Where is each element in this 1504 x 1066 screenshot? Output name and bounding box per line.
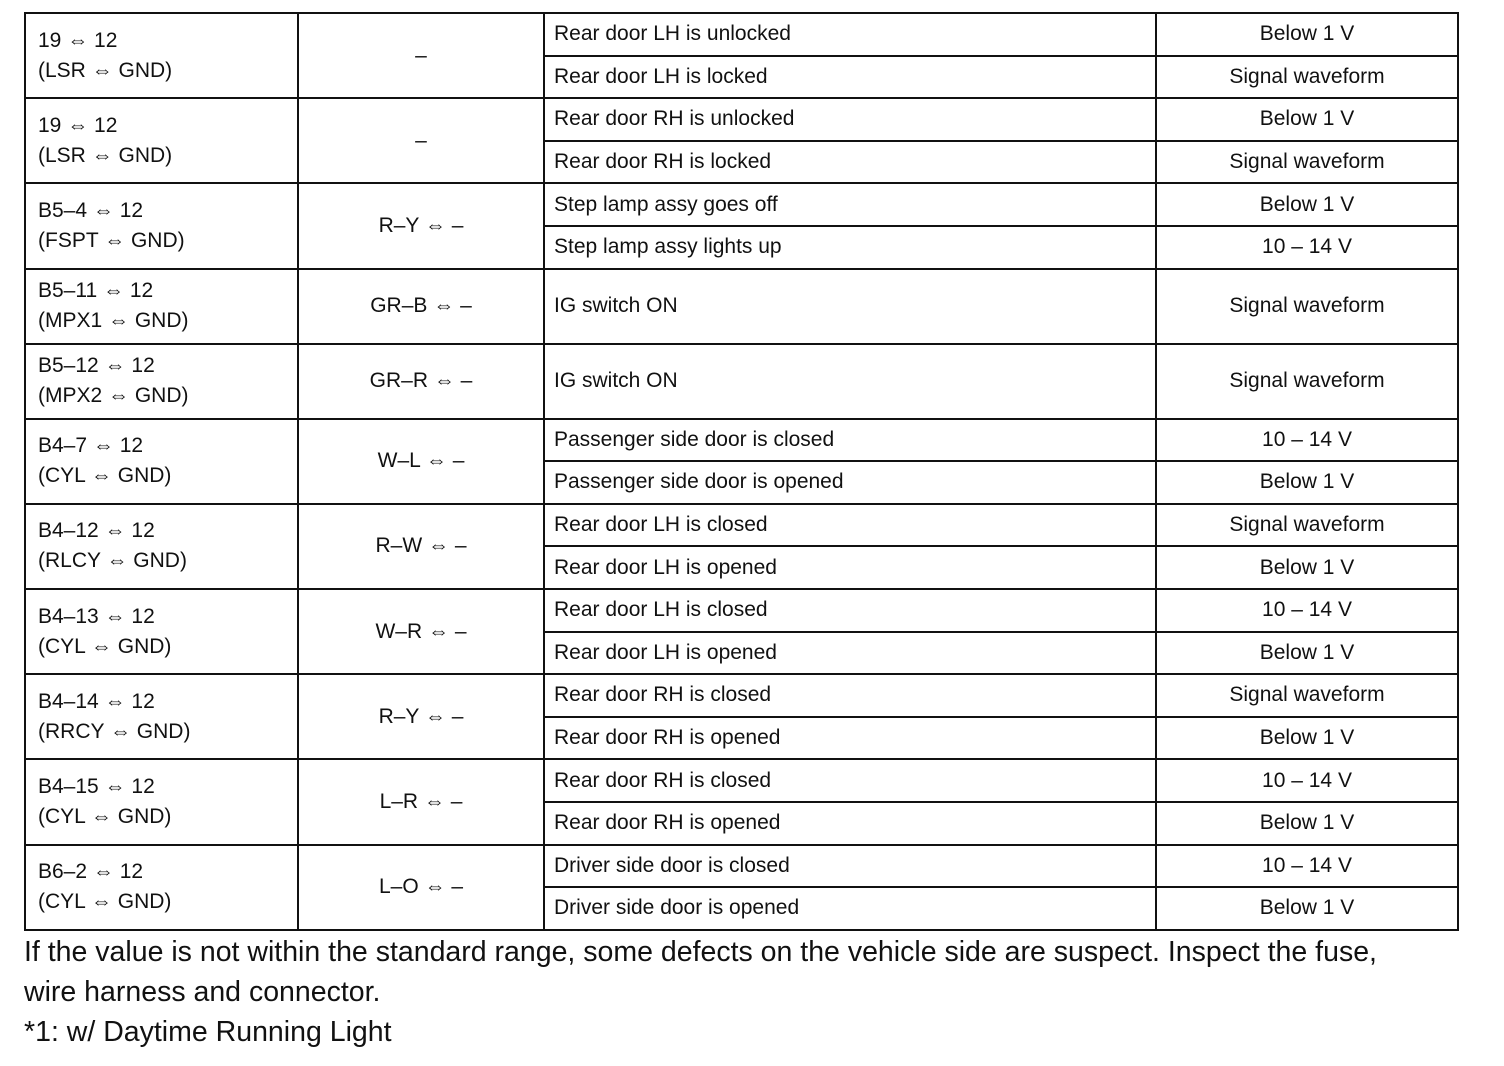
terminal-cell (25, 269, 298, 344)
terminal-cell (25, 98, 298, 183)
terminal-cell (25, 845, 298, 930)
wiring-color-cell: – (298, 98, 544, 183)
condition-cell: Passenger side door is closed (544, 419, 1156, 462)
terminal-line: (CYL ⇔ GND) (38, 464, 172, 488)
specified-condition-cell: 10 – 14 V (1156, 759, 1458, 802)
note-line-2: wire harness and connector. (24, 976, 381, 1008)
terminal-line: (MPX1 ⇔ GND) (38, 309, 189, 333)
specified-condition-cell: Below 1 V (1156, 802, 1458, 845)
specified-condition-cell: Signal waveform (1156, 504, 1458, 547)
condition-cell: Rear door LH is opened (544, 546, 1156, 589)
condition-cell: Driver side door is closed (544, 845, 1156, 888)
specified-condition-cell: 10 – 14 V (1156, 226, 1458, 269)
wiring-color-cell: R–W ⇔ – (298, 504, 544, 589)
terminal-line: (FSPT ⇔ GND) (38, 228, 185, 252)
specified-condition-cell: 10 – 14 V (1156, 419, 1458, 462)
terminal-line: B5–4 ⇔ 12 (38, 198, 144, 222)
specified-condition-cell: Signal waveform (1156, 269, 1458, 344)
specified-condition-cell: Below 1 V (1156, 546, 1458, 589)
specified-condition-cell: Below 1 V (1156, 461, 1458, 504)
terminal-line: B5–11 ⇔ 12 (38, 279, 154, 303)
wiring-color-cell: GR–R ⇔ – (298, 344, 544, 419)
terminal-line: 19 ⇔ 12 (38, 28, 118, 52)
specified-condition-cell: 10 – 14 V (1156, 589, 1458, 632)
terminal-line: B4–14 ⇔ 12 (38, 689, 155, 713)
condition-cell: Rear door LH is unlocked (544, 13, 1156, 56)
terminal-line: 19 ⇔ 12 (38, 113, 118, 137)
notes (24, 932, 1484, 1052)
specified-condition-cell: 10 – 14 V (1156, 845, 1458, 888)
specified-condition-cell: Below 1 V (1156, 98, 1458, 141)
terminal-line: B4–7 ⇔ 12 (38, 434, 144, 458)
condition-cell: Rear door LH is closed (544, 589, 1156, 632)
terminal-cell (25, 674, 298, 759)
condition-cell: Rear door RH is closed (544, 759, 1156, 802)
wiring-color-cell: L–O ⇔ – (298, 845, 544, 930)
terminal-cell (25, 419, 298, 504)
terminal-line: (MPX2 ⇔ GND) (38, 384, 189, 408)
terminal-cell (25, 504, 298, 589)
specified-condition-cell: Below 1 V (1156, 717, 1458, 760)
condition-cell: Rear door RH is opened (544, 717, 1156, 760)
terminal-line: (CYL ⇔ GND) (38, 890, 172, 914)
terminal-cell (25, 13, 298, 98)
condition-cell: Rear door RH is unlocked (544, 98, 1156, 141)
terminal-cell (25, 183, 298, 268)
terminal-spec-table (24, 12, 1459, 931)
terminal-line: (LSR ⇔ GND) (38, 58, 173, 82)
specified-condition-cell: Signal waveform (1156, 56, 1458, 99)
terminal-line: B4–15 ⇔ 12 (38, 774, 155, 798)
wiring-color-cell: GR–B ⇔ – (298, 269, 544, 344)
condition-cell: Rear door RH is closed (544, 674, 1156, 717)
condition-cell: Rear door LH is opened (544, 632, 1156, 675)
terminal-cell (25, 759, 298, 844)
wiring-color-cell: W–L ⇔ – (298, 419, 544, 504)
condition-cell: IG switch ON (544, 344, 1156, 419)
table-row (25, 13, 1458, 56)
condition-cell: Step lamp assy goes off (544, 183, 1156, 226)
terminal-line: (LSR ⇔ GND) (38, 143, 173, 167)
table-row (25, 674, 1458, 717)
condition-cell: Rear door RH is opened (544, 802, 1156, 845)
terminal-cell (25, 589, 298, 674)
note-line-1: If the value is not within the standard range, some defects on the vehicle side are suspect. Inspect the fuse, (24, 936, 1377, 968)
table-row (25, 845, 1458, 888)
condition-cell: Rear door LH is locked (544, 56, 1156, 99)
table-row (25, 419, 1458, 462)
specified-condition-cell: Below 1 V (1156, 887, 1458, 930)
specified-condition-cell: Signal waveform (1156, 674, 1458, 717)
table-row (25, 504, 1458, 547)
terminal-line: (CYL ⇔ GND) (38, 634, 172, 658)
condition-cell: Step lamp assy lights up (544, 226, 1156, 269)
wiring-color-cell: R–Y ⇔ – (298, 674, 544, 759)
wiring-color-cell: L–R ⇔ – (298, 759, 544, 844)
terminal-line: B5–12 ⇔ 12 (38, 354, 155, 378)
terminal-line: (RRCY ⇔ GND) (38, 719, 191, 743)
terminal-cell (25, 344, 298, 419)
table-row (25, 759, 1458, 802)
condition-cell: Passenger side door is opened (544, 461, 1156, 504)
condition-cell: IG switch ON (544, 269, 1156, 344)
terminal-line: B6–2 ⇔ 12 (38, 860, 144, 884)
condition-cell: Rear door LH is closed (544, 504, 1156, 547)
table-row (25, 269, 1458, 344)
terminal-line: B4–13 ⇔ 12 (38, 604, 155, 628)
condition-cell: Rear door RH is locked (544, 141, 1156, 184)
specified-condition-cell: Below 1 V (1156, 632, 1458, 675)
specified-condition-cell: Signal waveform (1156, 344, 1458, 419)
terminal-line: (CYL ⇔ GND) (38, 804, 172, 828)
specified-condition-cell: Signal waveform (1156, 141, 1458, 184)
terminal-line: B4–12 ⇔ 12 (38, 519, 155, 543)
wiring-color-cell: W–R ⇔ – (298, 589, 544, 674)
table-body (25, 13, 1458, 930)
terminal-line: (RLCY ⇔ GND) (38, 549, 187, 573)
note-line-3: *1: w/ Daytime Running Light (24, 1016, 392, 1048)
table-row (25, 344, 1458, 419)
table-row (25, 98, 1458, 141)
wiring-color-cell: R–Y ⇔ – (298, 183, 544, 268)
wiring-color-cell: – (298, 13, 544, 98)
condition-cell: Driver side door is opened (544, 887, 1156, 930)
table-row (25, 183, 1458, 226)
table-row (25, 589, 1458, 632)
specified-condition-cell: Below 1 V (1156, 183, 1458, 226)
specified-condition-cell: Below 1 V (1156, 13, 1458, 56)
